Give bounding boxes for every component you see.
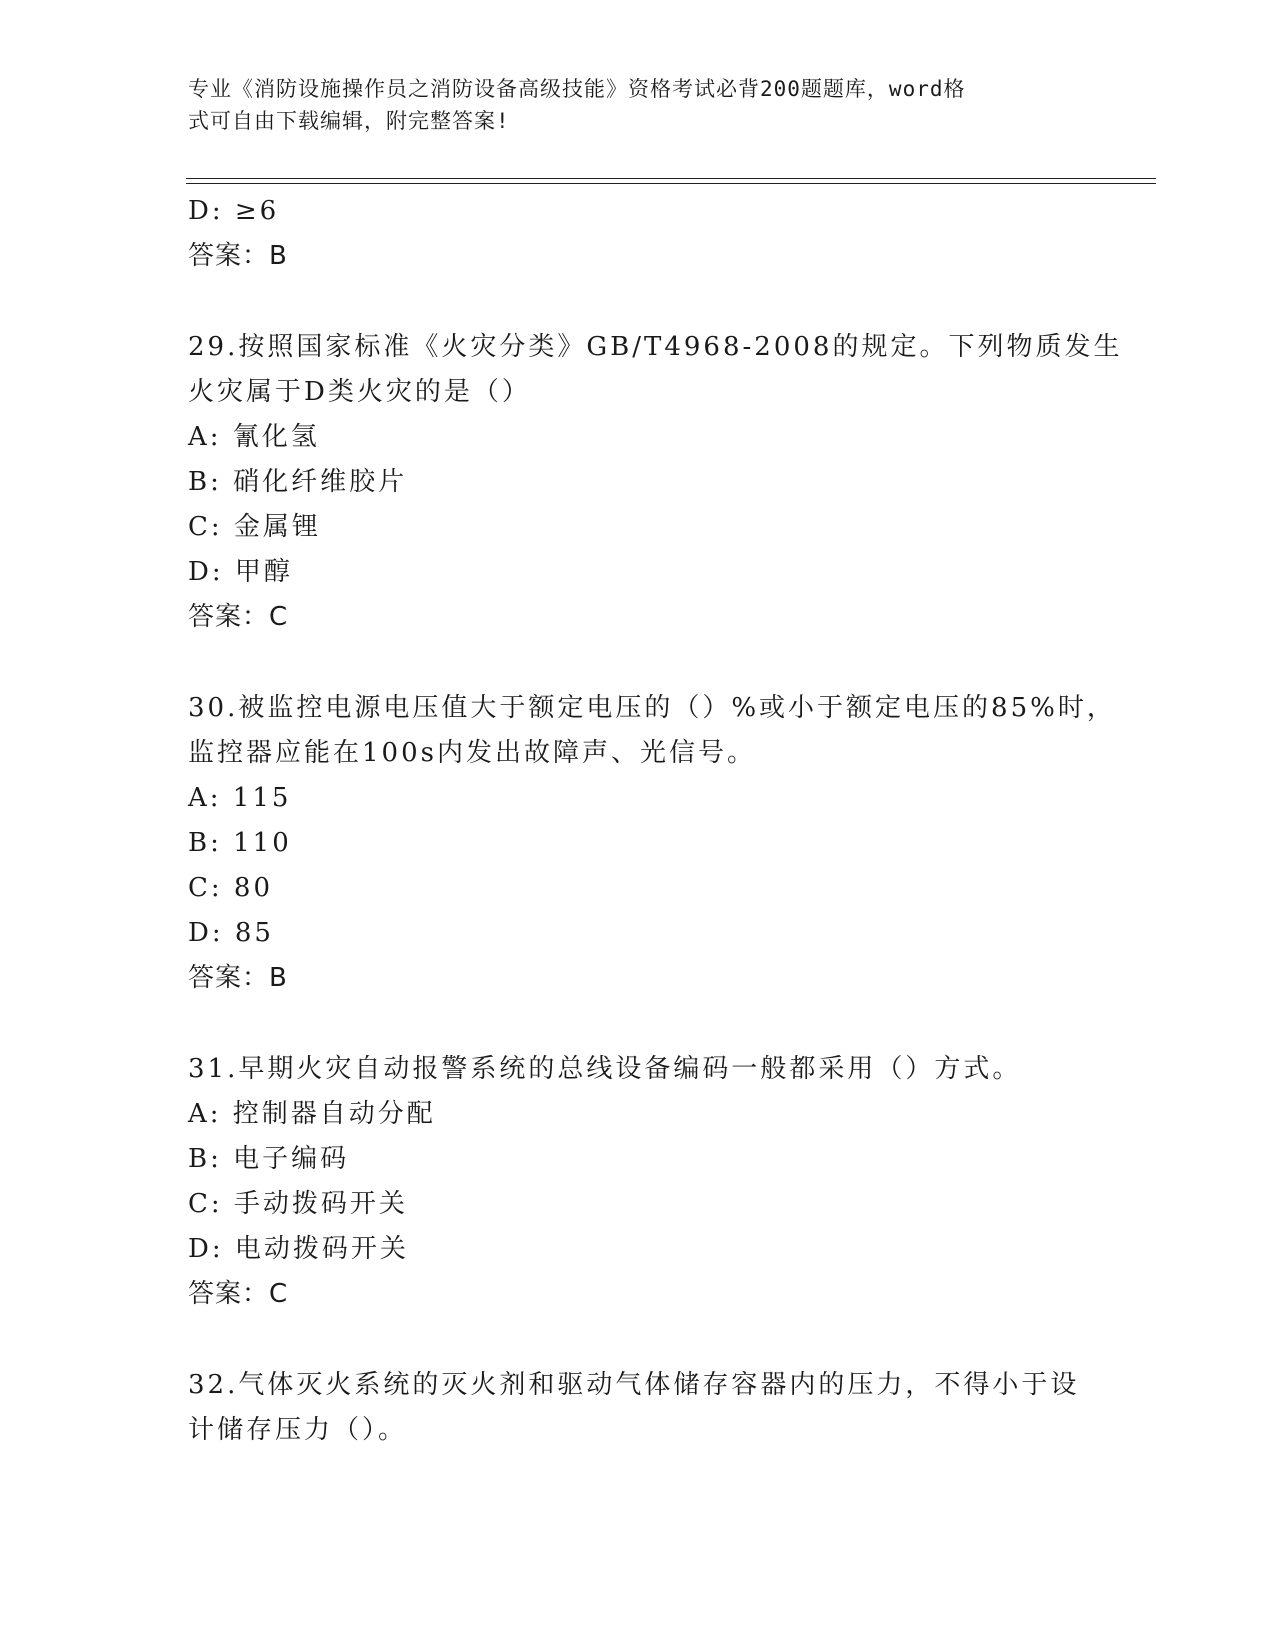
option-a: A: 115 <box>188 783 292 813</box>
header-line-2: 式可自由下载编辑，附完整答案! <box>188 109 510 133</box>
option-a: A: 氰化氢 <box>188 422 320 452</box>
question-stem: 监控器应能在100s内发出故障声、光信号。 <box>188 738 756 768</box>
document-body <box>188 189 1123 1453</box>
question-29 <box>188 325 1123 640</box>
question-stem: 火灾属于D类火灾的是（） <box>188 377 531 407</box>
answer-line: 答案：C <box>188 602 289 632</box>
question-stem: 29.按照国家标准《火灾分类》GB/T4968-2008的规定。下列物质发生 <box>188 332 1123 362</box>
answer-line: 答案：B <box>188 241 288 271</box>
option-b: B: 硝化纤维胶片 <box>188 467 408 497</box>
question-30 <box>188 686 1116 1001</box>
question-stem: 计储存压力（）。 <box>188 1415 408 1445</box>
answer-line: 答案：B <box>188 963 288 993</box>
header-divider-top <box>186 178 1156 179</box>
page-header <box>188 73 1068 137</box>
option-d: D: 电动拨码开关 <box>188 1234 409 1264</box>
option-c: C: 手动拨码开关 <box>188 1189 408 1219</box>
option-a: A: 控制器自动分配 <box>188 1099 436 1129</box>
question-stem: 32.气体灭火系统的灭火剂和驱动气体储存容器内的压力，不得小于设 <box>188 1370 1080 1400</box>
option-c: C: 80 <box>188 873 274 903</box>
question-32 <box>188 1363 1088 1453</box>
question-stem: 30.被监控电源电压值大于额定电压的（）%或小于额定电压的85%时， <box>188 693 1116 723</box>
header-line-1: 专业《消防设施操作员之消防设备高级技能》资格考试必背200题题库，word格 <box>188 77 966 101</box>
question-31 <box>188 1047 1088 1317</box>
answer-line: 答案：C <box>188 1279 289 1309</box>
option-d: D: 85 <box>188 918 274 948</box>
option-d: D: ≥6 <box>188 196 280 226</box>
option-b: B: 110 <box>188 828 292 858</box>
option-b: B: 电子编码 <box>188 1144 350 1174</box>
option-d: D: 甲醇 <box>188 557 293 587</box>
question-stem: 31.早期火灾自动报警系统的总线设备编码一般都采用（）方式。 <box>188 1054 1022 1084</box>
header-divider-bottom <box>186 183 1156 184</box>
option-c: C: 金属锂 <box>188 512 321 542</box>
